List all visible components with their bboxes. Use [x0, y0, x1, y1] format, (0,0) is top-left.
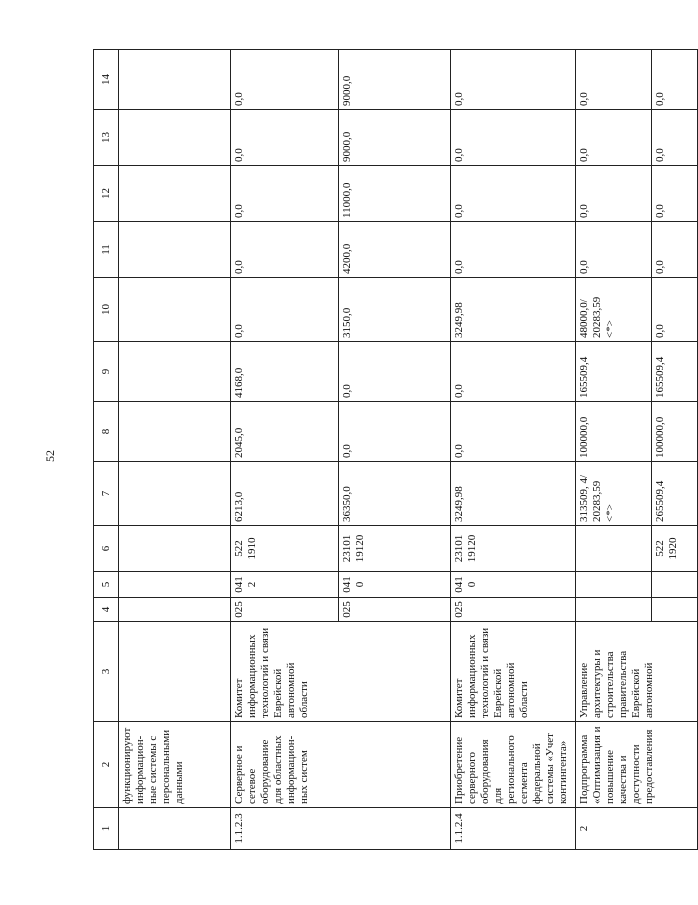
value-cell-c8: 2045,0 [231, 402, 339, 462]
value-cell-c12: 0,0 [451, 166, 576, 222]
header-cell: 3 [94, 622, 119, 722]
row-name-cell: Приобретение серверного оборудования для регионального сегмента федеральной системы «Учет контингента» [451, 722, 576, 808]
value-cell-c12: 0,0 [652, 166, 698, 222]
header-cell: 11 [94, 222, 119, 278]
row-number-cell: 1.1.2.3 [231, 808, 451, 850]
value-cell-c5: 0410 [339, 572, 451, 598]
header-cell: 13 [94, 110, 119, 166]
table-row [576, 50, 652, 850]
value-cell-c10: 3150,0 [339, 278, 451, 342]
header-cell: 12 [94, 166, 119, 222]
value-cell-c6: 522 1920 [652, 526, 698, 572]
value-cell-c6 [576, 526, 652, 572]
value-cell-c14: 0,0 [652, 50, 698, 110]
value-cell-c11: 0,0 [231, 222, 339, 278]
row-name-cell: функционируют информационные системы с персональными данными [119, 722, 231, 808]
value-cell-c6: 23101 19120 [451, 526, 576, 572]
value-cell-c7: 265509,4 [652, 462, 698, 526]
value-cell-c9: 0,0 [339, 342, 451, 402]
row-executor-cell: Комитет информационных технологий и связи Еврейской автономной области [451, 622, 576, 722]
table-row [119, 50, 231, 850]
header-cell: 8 [94, 402, 119, 462]
header-cell: 9 [94, 342, 119, 402]
value-cell-c13: 0,0 [652, 110, 698, 166]
header-cell: 6 [94, 526, 119, 572]
value-cell-c5 [119, 572, 231, 598]
value-cell-c4: 025 [451, 598, 576, 622]
value-cell-c5: 0412 [231, 572, 339, 598]
header-cell: 2 [94, 722, 119, 808]
table-row [231, 50, 339, 850]
budget-table [93, 49, 698, 850]
value-cell-c8: 100000,0 [652, 402, 698, 462]
value-cell-c14: 0,0 [231, 50, 339, 110]
value-cell-c9: 4168,0 [231, 342, 339, 402]
value-cell-c10: 3249,98 [451, 278, 576, 342]
value-cell-c11: 0,0 [652, 222, 698, 278]
value-cell-c14 [119, 50, 231, 110]
value-cell-c12: 0,0 [576, 166, 652, 222]
value-cell-c10: 0,0 [231, 278, 339, 342]
value-cell-c13: 0,0 [451, 110, 576, 166]
value-cell-c13: 0,0 [231, 110, 339, 166]
value-cell-c6 [119, 526, 231, 572]
value-cell-c12: 11000,0 [339, 166, 451, 222]
table-row [451, 50, 576, 850]
row-executor-cell: Управление архитектуры и строительства правительства Еврейской автономной [576, 622, 698, 722]
value-cell-c14: 9000,0 [339, 50, 451, 110]
value-cell-c7 [119, 462, 231, 526]
value-cell-c9: 165509,4 [576, 342, 652, 402]
row-number-cell: 2 [576, 808, 698, 850]
value-cell-c7: 36350,0 [339, 462, 451, 526]
value-cell-c11: 4200,0 [339, 222, 451, 278]
value-cell-c7: 6213,0 [231, 462, 339, 526]
value-cell-c4 [119, 598, 231, 622]
value-cell-c14: 0,0 [451, 50, 576, 110]
header-cell: 7 [94, 462, 119, 526]
value-cell-c10: 48000,0/ 20283,59 <*> [576, 278, 652, 342]
header-cell: 5 [94, 572, 119, 598]
value-cell-c10: 0,0 [652, 278, 698, 342]
value-cell-c12 [119, 166, 231, 222]
value-cell-c9 [119, 342, 231, 402]
value-cell-c12: 0,0 [231, 166, 339, 222]
value-cell-c13: 9000,0 [339, 110, 451, 166]
value-cell-c4: 025 [339, 598, 451, 622]
row-executor-cell [119, 622, 231, 722]
header-cell: 1 [94, 808, 119, 850]
value-cell-c5 [576, 572, 652, 598]
row-name-cell: Серверное и сетевое оборудование для областных информационных систем [231, 722, 451, 808]
header-cell: 14 [94, 50, 119, 110]
value-cell-c8: 0,0 [339, 402, 451, 462]
value-cell-c7: 3249,98 [451, 462, 576, 526]
row-number-cell: 1.1.2.4 [451, 808, 576, 850]
row-executor-cell: Комитет информационных технологий и связи Еврейской автономной области [231, 622, 451, 722]
value-cell-c9: 0,0 [451, 342, 576, 402]
value-cell-c8 [119, 402, 231, 462]
value-cell-c11 [119, 222, 231, 278]
value-cell-c13: 0,0 [576, 110, 652, 166]
rotated-table-wrapper [93, 50, 679, 850]
value-cell-c5: 0410 [451, 572, 576, 598]
value-cell-c13 [119, 110, 231, 166]
row-name-cell: Подпрограмма «Оптимизация и повышение качества и доступности предоставления [576, 722, 698, 808]
value-cell-c11: 0,0 [451, 222, 576, 278]
value-cell-c11: 0,0 [576, 222, 652, 278]
value-cell-c6: 522 1910 [231, 526, 339, 572]
header-cell: 10 [94, 278, 119, 342]
value-cell-c5 [652, 572, 698, 598]
value-cell-c9: 165509,4 [652, 342, 698, 402]
header-cell: 4 [94, 598, 119, 622]
value-cell-c4: 025 [231, 598, 339, 622]
header-row [94, 50, 119, 850]
value-cell-c8: 0,0 [451, 402, 576, 462]
value-cell-c4 [652, 598, 698, 622]
row-number-cell [119, 808, 231, 850]
value-cell-c10 [119, 278, 231, 342]
value-cell-c6: 23101 19120 [339, 526, 451, 572]
value-cell-c7: 313509, 4/ 20283,59 <*> [576, 462, 652, 526]
page-number: 52 [43, 450, 57, 462]
value-cell-c8: 100000,0 [576, 402, 652, 462]
value-cell-c14: 0,0 [576, 50, 652, 110]
value-cell-c4 [576, 598, 652, 622]
